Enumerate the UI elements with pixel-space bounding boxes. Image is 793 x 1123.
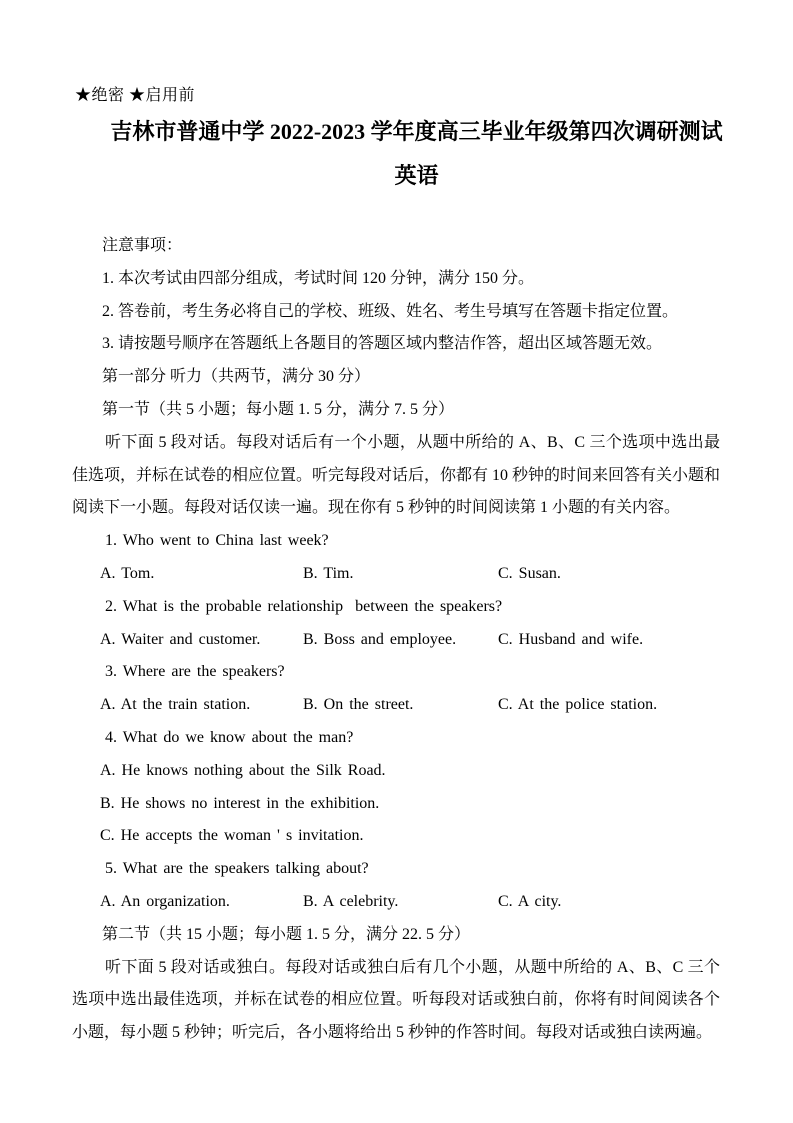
page-subtitle: 英语: [394, 163, 439, 188]
question-3-text: 3. Where are the speakers?: [105, 663, 285, 681]
question-5-option-c: C. A city.: [498, 892, 562, 910]
question-3-option-a: A. At the train station.: [100, 696, 251, 714]
question-2-options: [72, 624, 720, 657]
question-1-option-c: C. Susan.: [498, 564, 561, 582]
notice-item-3: 3. 请按题号顺序在答题纸上各题目的答题区域内整洁作答，超出区域答题无效。: [102, 335, 663, 353]
section2-instructions: 听下面 5 段对话或独白。每段对话或独白后有几个小题，从题中所给的 A、B、C 三个选项中选出最佳选项，并标在试卷的相应位置。听每段对话或独白前，你将有时间阅读各个小题，每小题 5 秒钟；听完后，各小题将给出 5 秒钟的作答时间。每段对话或独白读两遍。: [72, 958, 720, 1042]
question-2-option-c: C. Husband and wife.: [498, 630, 644, 648]
question-3-option-b: B. On the street.: [303, 696, 414, 714]
question-5-text: 5. What are the speakers talking about?: [105, 860, 369, 878]
section1-instructions: 听下面 5 段对话。每段对话后有一个小题，从题中所给的 A、B、C 三个选项中选出最佳选项，并标在试卷的相应位置。听完每段对话后，你都有 10 秒钟的时间来回答有关小题和阅读下一小题。每段对话仅读一遍。现在你有 5 秒钟的时间阅读第 1 小题的有关内容。: [72, 433, 721, 517]
question-5-option-b: B. A celebrity.: [303, 892, 399, 910]
document-body: [72, 230, 720, 1050]
page-title: 吉林市普通中学 2022-2023 学年度高三毕业年级第四次调研测试: [110, 119, 723, 144]
question-2-option-b: B. Boss and employee.: [303, 630, 457, 648]
question-5-option-a: A. An organization.: [100, 892, 230, 910]
notices-heading: 注意事项：: [102, 237, 183, 254]
question-2-option-a: A. Waiter and customer.: [100, 630, 261, 648]
section2-heading: 第二节（共 15 小题；每小题 1. 5 分，满分 22. 5 分）: [102, 925, 471, 943]
question-1-option-a: A. Tom.: [100, 564, 155, 582]
question-1-option-b: B. Tim.: [303, 564, 354, 582]
question-4-text: 4. What do we know about the man?: [105, 728, 354, 746]
question-4-option-c: C. He accepts the woman ' s invitation.: [100, 827, 364, 845]
question-2-text: 2. What is the probable relationship between the speakers?: [105, 597, 503, 615]
question-5-options: [72, 886, 720, 919]
question-4-option-b: B. He shows no interest in the exhibition.: [100, 794, 380, 812]
question-1-text: 1. Who went to China last week?: [105, 532, 329, 550]
question-1-options: [72, 558, 720, 591]
section1-heading: 第一节（共 5 小题；每小题 1. 5 分，满分 7. 5 分）: [102, 400, 455, 418]
part1-heading: 第一部分 听力（共两节，满分 30 分）: [102, 368, 371, 386]
question-3-options: [72, 689, 720, 722]
notice-item-2: 2. 答卷前，考生务必将自己的学校、班级、姓名、考生号填写在答题卡指定位置。: [102, 302, 679, 320]
notice-item-1: 1. 本次考试由四部分组成，考试时间 120 分钟，满分 150 分。: [102, 269, 535, 287]
question-3-option-c: C. At the police station.: [498, 696, 658, 714]
question-4-option-a: A. He knows nothing about the Silk Road.: [100, 761, 386, 779]
secrecy-label: ★绝密 ★启用前: [75, 87, 196, 104]
